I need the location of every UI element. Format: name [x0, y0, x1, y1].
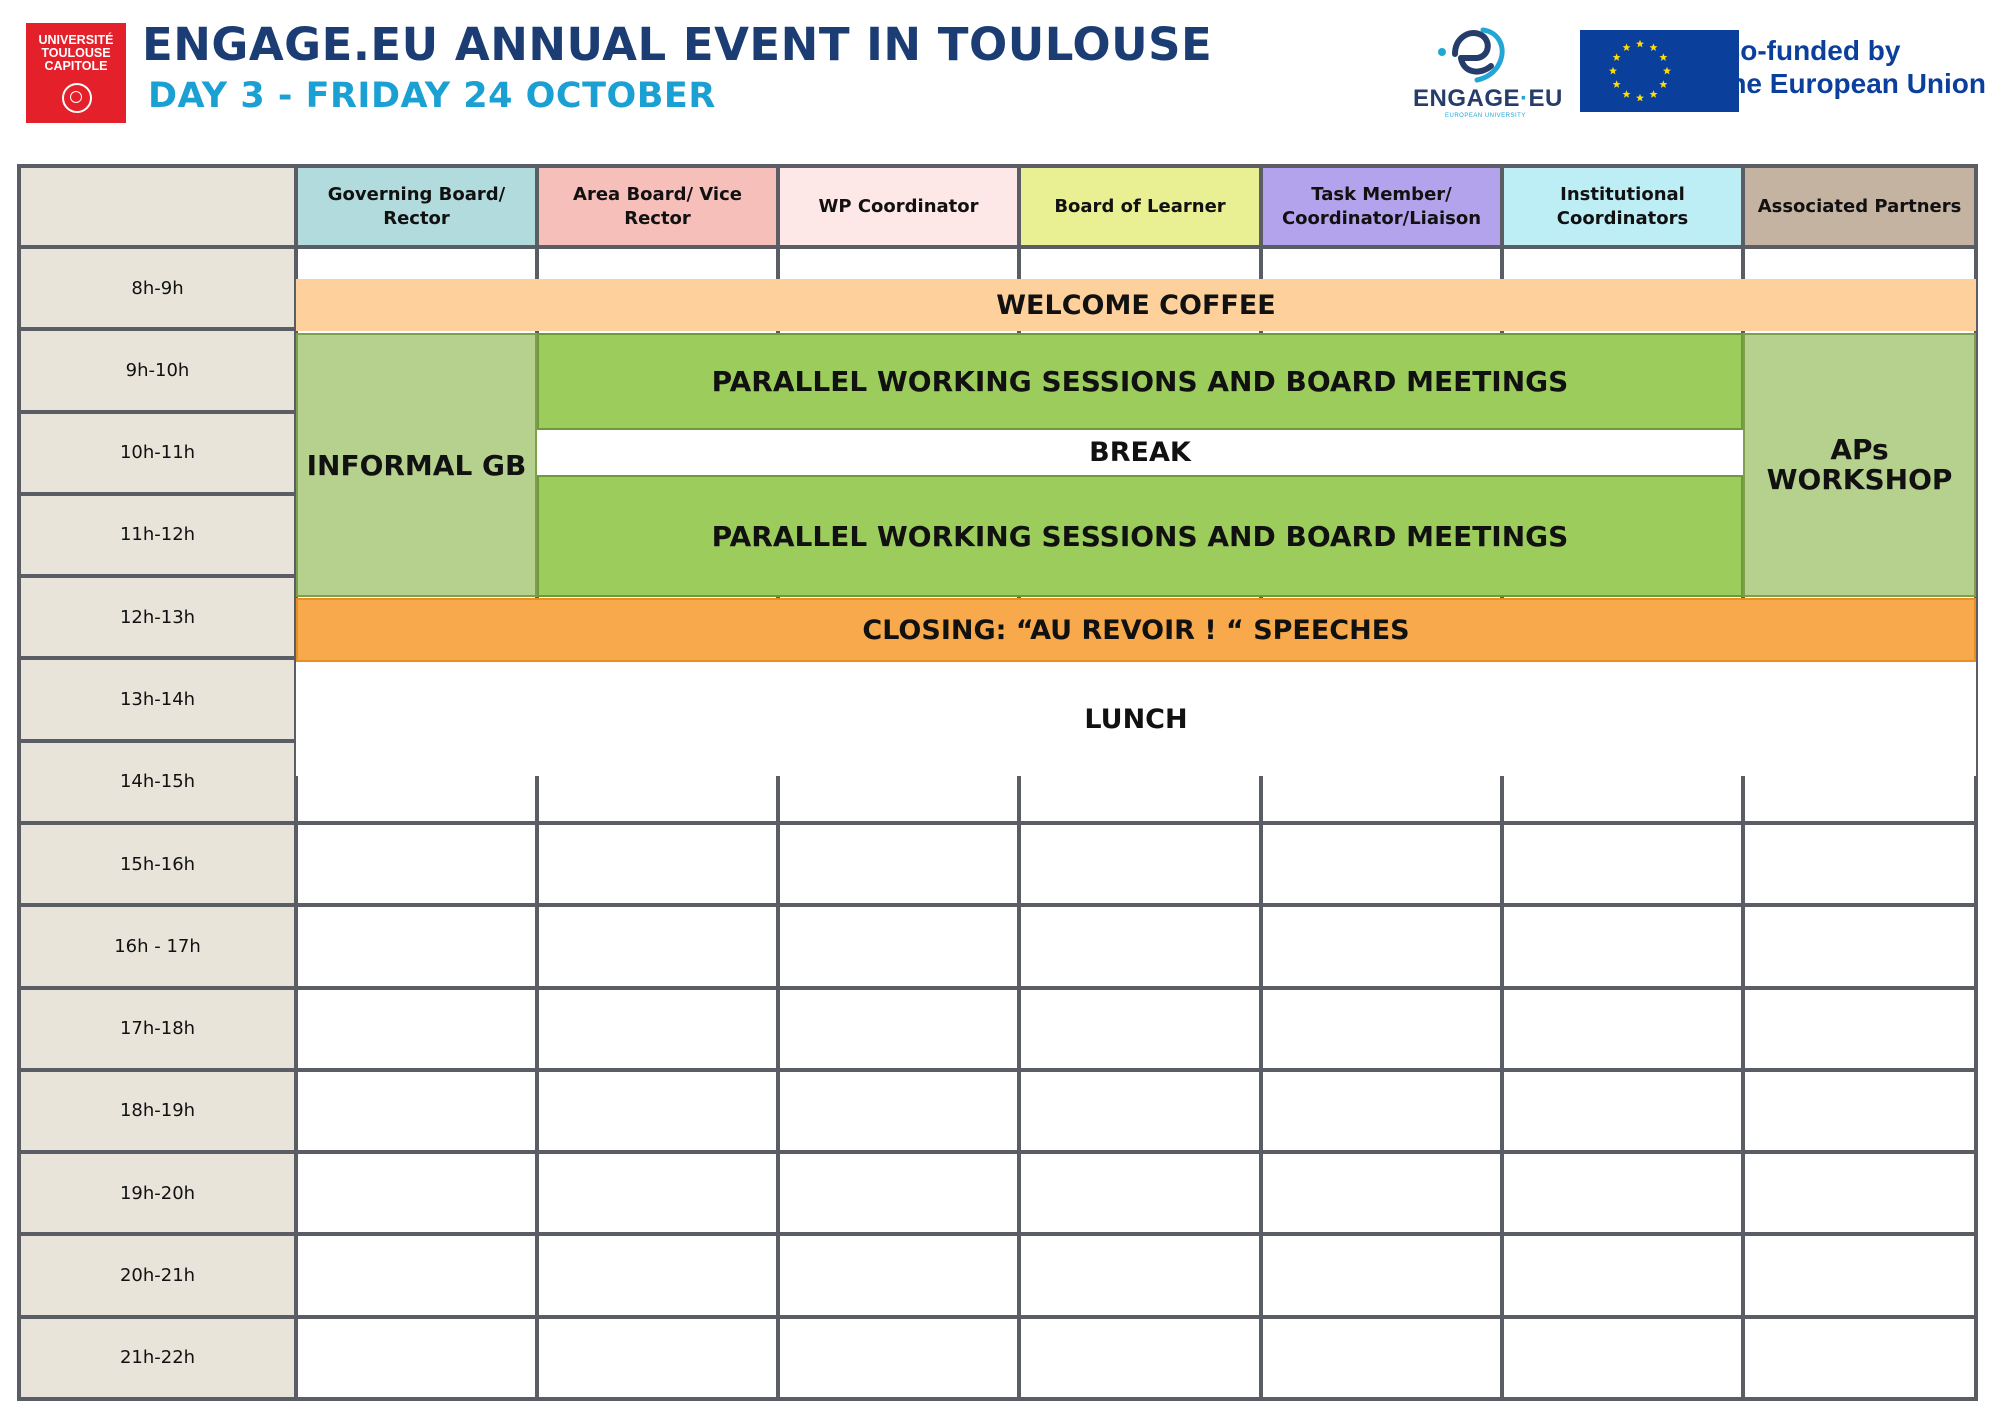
grid-line-horizontal — [19, 1232, 1976, 1236]
eu-star-icon — [1650, 43, 1658, 51]
engage-tagline: EUROPEAN UNIVERSITY — [1445, 113, 1526, 119]
column-header: Area Board/ Vice Rector — [537, 166, 778, 247]
engage-suffix: EU — [1528, 85, 1563, 112]
grid-line-horizontal — [19, 986, 1976, 990]
eu-star-icon — [1636, 94, 1644, 102]
seal-icon — [62, 83, 92, 113]
time-slot-label: 10h-11h — [119, 442, 196, 464]
eu-flag-icon — [1580, 30, 1739, 112]
column-header: Governing Board/ Rector — [296, 166, 537, 247]
eu-star-icon — [1663, 67, 1671, 75]
eu-star-icon — [1650, 90, 1658, 98]
parallel-sessions-block: PARALLEL WORKING SESSIONS AND BOARD MEETINGS — [537, 475, 1743, 597]
university-logo-line: UNIVERSITÉ — [38, 33, 114, 47]
column-header: Institutional Coordinators — [1502, 166, 1743, 247]
lunch-block: LUNCH — [296, 662, 1976, 776]
column-header: Associated Partners — [1743, 166, 1976, 247]
engage-eu-logo — [1405, 22, 1570, 122]
time-slot-label: 13h-14h — [119, 689, 196, 711]
grid-line-horizontal — [19, 1315, 1976, 1319]
closing-speeches-block: CLOSING: “AU REVOIR ! “ SPEECHES — [296, 598, 1976, 662]
university-logo-line: TOULOUSE — [41, 46, 111, 60]
time-slot-label: 20h-21h — [119, 1265, 196, 1287]
parallel-sessions-block: PARALLEL WORKING SESSIONS AND BOARD MEETINGS — [537, 333, 1743, 430]
eu-star-icon — [1613, 53, 1621, 61]
engage-eu-wordmark — [1413, 85, 1563, 113]
engage-e-icon — [1433, 22, 1513, 84]
column-header: Task Member/ Coordinator/Liaison — [1261, 166, 1502, 247]
grid-line-horizontal — [19, 1150, 1976, 1154]
grid-line-horizontal — [19, 245, 1976, 249]
time-slot-label: 15h-16h — [119, 853, 196, 875]
eu-star-icon — [1636, 40, 1644, 48]
column-header: Board of Learner — [1019, 166, 1261, 247]
time-slot-label: 21h-22h — [119, 1347, 196, 1369]
eu-star-icon — [1613, 80, 1621, 88]
time-slot-label: 9h-10h — [125, 359, 190, 381]
aps-workshop-label: WORKSHOP — [1766, 463, 1953, 496]
grid-line-horizontal — [19, 903, 1976, 907]
informal-gb-block: INFORMAL GB — [296, 333, 537, 597]
time-slot-label: 11h-12h — [119, 524, 196, 546]
page-subtitle: DAY 3 - FRIDAY 24 OCTOBER — [148, 76, 716, 116]
grid-line-horizontal — [19, 1397, 1976, 1401]
aps-workshop-block — [1743, 333, 1976, 597]
column-header: WP Coordinator — [778, 166, 1019, 247]
page-title: ENGAGE.EU ANNUAL EVENT IN TOULOUSE — [142, 18, 1213, 71]
engage-word: ENGAGE — [1413, 85, 1521, 112]
eu-star-icon — [1623, 90, 1631, 98]
time-slot-label: 17h-18h — [119, 1018, 196, 1040]
aps-workshop-label: APs — [1830, 433, 1889, 466]
eu-star-icon — [1659, 80, 1667, 88]
time-slot-label: 8h-9h — [131, 277, 184, 299]
time-slot-label: 19h-20h — [119, 1182, 196, 1204]
eu-text-line: the European Union — [1720, 68, 1986, 99]
grid-line-horizontal — [19, 164, 1976, 168]
time-slot-label: 18h-19h — [119, 1100, 196, 1122]
grid-line-vertical — [17, 164, 21, 1401]
time-slot-label: 14h-15h — [119, 771, 196, 793]
break-block: BREAK — [537, 430, 1743, 474]
eu-cofunded-text — [1720, 34, 1986, 100]
time-slot-label: 16h - 17h — [114, 935, 201, 957]
eu-text-line: Co-funded by — [1720, 35, 1901, 66]
eu-star-icon — [1623, 43, 1631, 51]
eu-star-icon — [1659, 53, 1667, 61]
grid-line-horizontal — [19, 821, 1976, 825]
eu-star-icon — [1609, 67, 1617, 75]
grid-line-horizontal — [19, 1068, 1976, 1072]
engage-dot: · — [1520, 85, 1529, 112]
university-logo — [26, 23, 126, 123]
time-slot-label: 12h-13h — [119, 606, 196, 628]
welcome-coffee-block: WELCOME COFFEE — [296, 279, 1976, 331]
university-logo-line: CAPITOLE — [44, 59, 108, 73]
